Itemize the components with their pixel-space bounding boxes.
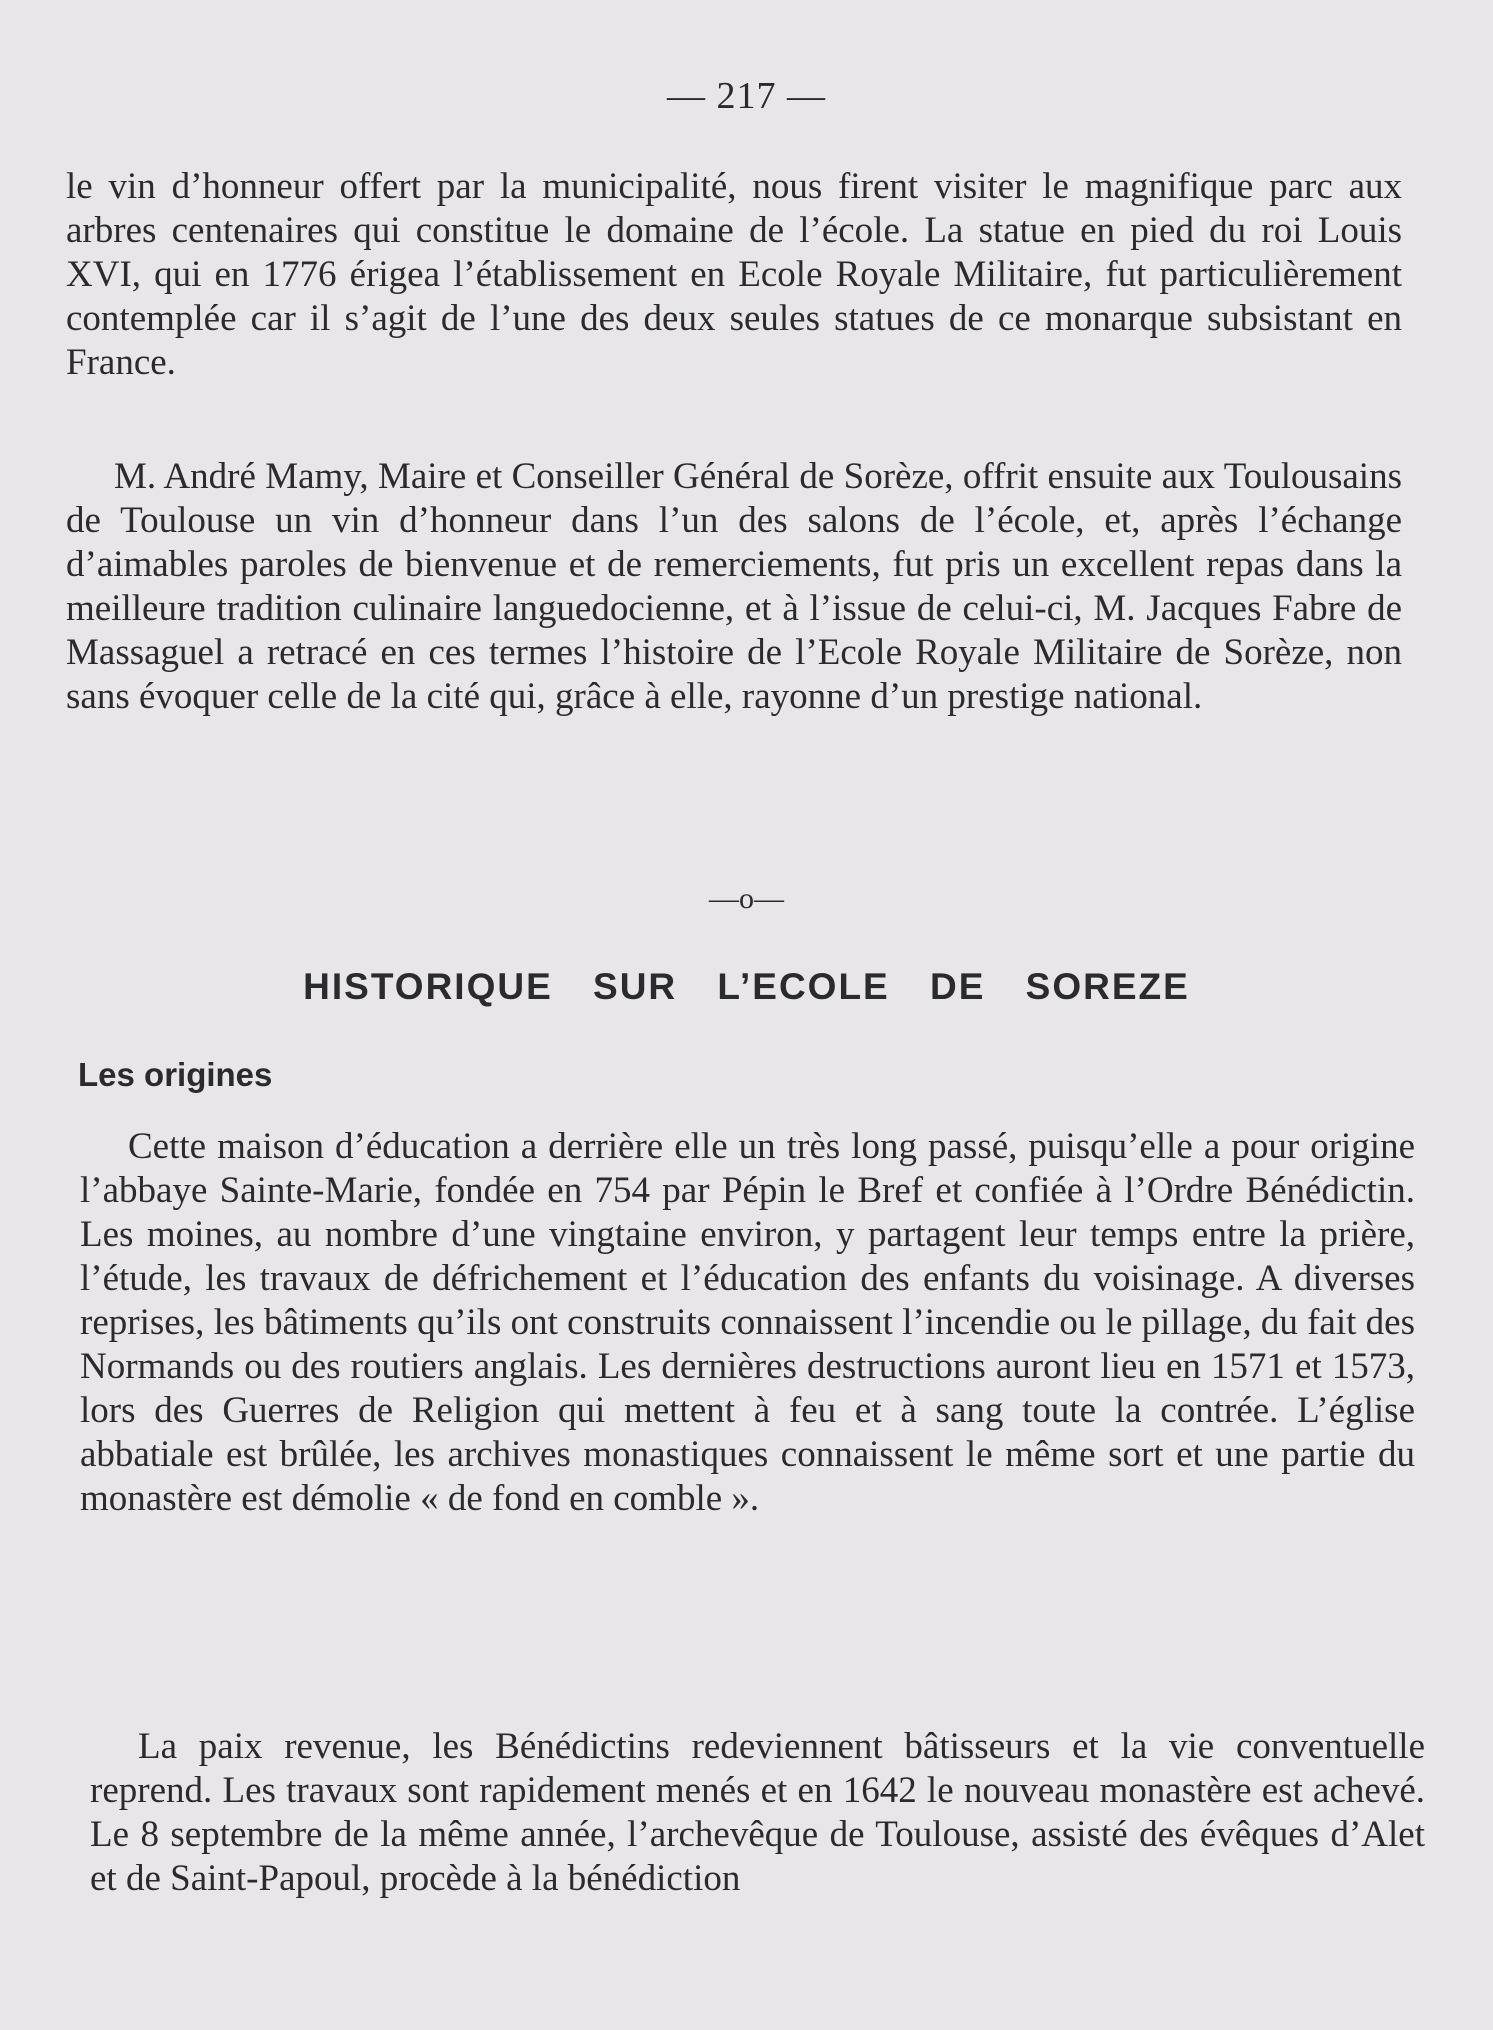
paragraph-text: La paix revenue, les Bénédictins redeviennent bâtisseurs et la vie conventuelle reprend. Les travaux sont rapidement menés et en 1642 le nouveau monastère est achevé. Le 8 septembre de la même année, l’archevêque de Toulouse, assisté des évêques d’Alet et de Saint-Papoul, procède à la bénédiction	[90, 1726, 1425, 1899]
section-separator: —o—	[709, 882, 784, 915]
paragraph-text: Cette maison d’éducation a derrière elle un très long passé, puisqu’elle a pour origine l’abbaye Sainte-Marie, fondée en 754 par Pépin le Bref et confiée à l’Ordre Bénédictin. Les moines, au nombre d’une vingtaine environ, y partagent leur temps entre la prière, l’étude, les travaux de défrichement et l’éducation des enfants du voisinage. A diverses reprises, les bâtiments qu’ils ont construits connaissent l’incendie ou le pillage, du fait des Normands ou des routiers anglais. Les dernières destructions auront lieu en 1571 et 1573, lors des Guerres de Religion qui mettent à feu et à sang toute la contrée. L’église abbatiale est brûlée, les archives monastiques connaissent le même sort et une partie du monastère est démolie « de fond en comble ».	[80, 1126, 1415, 1519]
subsection-title: Les origines	[78, 1056, 273, 1093]
paragraph-visit	[66, 165, 1402, 385]
paragraph-reception	[66, 455, 1402, 719]
paragraph-origins	[80, 1125, 1415, 1521]
page-number: — 217 —	[667, 75, 826, 117]
paragraph-peace	[90, 1725, 1425, 1901]
section-title: HISTORIQUE SUR L’ECOLE DE SOREZE	[303, 966, 1190, 1007]
paragraph-text: M. André Mamy, Maire et Conseiller Général de Sorèze, offrit ensuite aux Toulousains de Toulouse un vin d’honneur dans l’un des salons de l’école, et, après l’échange d’aimables paroles de bienvenue et de remerciements, fut pris un excellent repas dans la meilleure tradition culinaire languedocienne, et à l’issue de celui-ci, M. Jacques Fabre de Massaguel a retracé en ces termes l’histoire de l’Ecole Royale Militaire de Sorèze, non sans évoquer celle de la cité qui, grâce à elle, rayonne d’un prestige national.	[66, 456, 1402, 717]
paragraph-text: le vin d’honneur offert par la municipalité, nous firent visiter le magnifique parc aux arbres centenaires qui constitue le domaine de l’école. La statue en pied du roi Louis XVI, qui en 1776 érigea l’établissement en Ecole Royale Militaire, fut particulièrement contemplée car il s’agit de l’une des deux seules statues de ce monarque subsistant en France.	[66, 166, 1402, 383]
